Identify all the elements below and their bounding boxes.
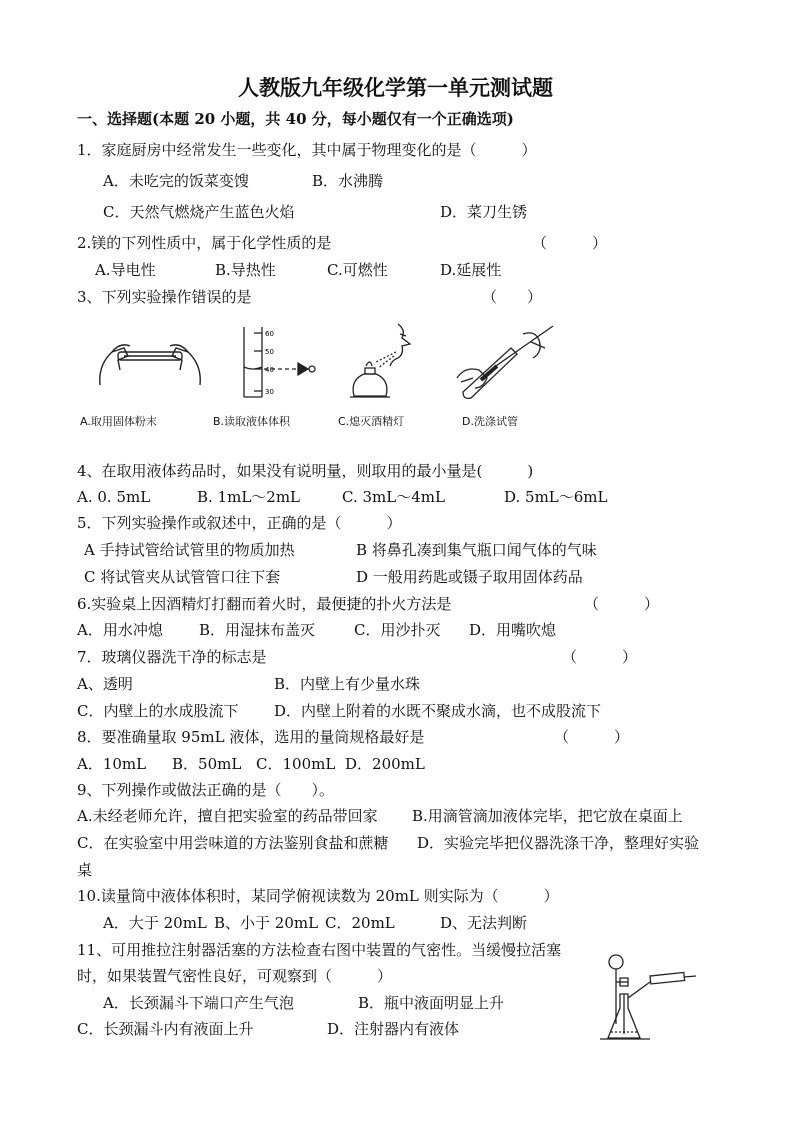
option-c: C．用沙扑灭: [354, 621, 441, 639]
option-d: D. 5mL～6mL: [504, 488, 608, 506]
section-heading: 一、选择题(本题 20 小题，共 40 分，每小题仅有一个正确选项): [77, 110, 514, 128]
figure-cylinder-icon: [232, 325, 322, 400]
option-a: A 手持试管给试管里的物质加热: [84, 541, 295, 559]
option-b: B.导热性: [215, 261, 276, 279]
figure-caption: B.读取液体体积: [213, 415, 291, 428]
option-c: C．20mL: [325, 914, 395, 932]
option-d-continued: 桌: [77, 861, 93, 879]
question-stem: 3、下列实验操作错误的是: [77, 288, 252, 306]
option-b: B、小于 20mL: [214, 914, 319, 932]
option-d: D．注射器内有液体: [327, 1020, 460, 1038]
figure-test-tube-brush-icon: [453, 322, 563, 402]
question-stem: 11、可用推拉注射器活塞的方法检查右图中装置的气密性。当缓慢拉活塞: [77, 941, 562, 959]
option-a: A．长颈漏斗下端口产生气泡: [103, 994, 294, 1012]
answer-blank: （ ）: [482, 288, 543, 306]
option-b: B 将鼻孔凑到集气瓶口闻气体的气味: [356, 541, 597, 559]
option-b: B. 1mL～2mL: [197, 488, 301, 506]
figure-caption: A.取用固体粉末: [80, 415, 157, 428]
option-c: C．100mL: [256, 755, 336, 773]
scale-tick: 50: [265, 348, 274, 356]
question-stem-continued: 时，如果装置气密性良好，可观察到（ ）: [77, 967, 393, 985]
answer-blank: （ ）: [562, 648, 638, 666]
scale-tick: 60: [265, 330, 274, 338]
scale-tick: 30: [265, 388, 274, 396]
option-d: D、无法判断: [440, 914, 528, 932]
question-stem: 4、在取用液体药品时，如果没有说明量，则取用的最小量是( ): [77, 462, 534, 480]
option-c: C.可燃性: [327, 261, 388, 279]
option-a: A．大于 20mL: [103, 914, 207, 932]
figure-caption: D.洗涤试管: [462, 415, 518, 428]
option-d: D．内壁上附着的水既不聚成水滴，也不成股流下: [274, 702, 602, 720]
option-d: D．用嘴吹熄: [469, 621, 557, 639]
question-stem: 10.读量筒中液体体积时，某同学俯视读数为 20mL 则实际为（ ）: [77, 887, 559, 905]
question-stem: 6.实验桌上因酒精灯打翻而着火时，最便捷的扑火方法是: [77, 595, 452, 613]
question-stem: 2.镁的下列性质中，属于化学性质的是: [77, 234, 332, 252]
figure-apparatus-icon: [590, 948, 700, 1044]
figure-caption: C.熄灭酒精灯: [338, 415, 405, 428]
option-d: D．200mL: [345, 755, 425, 773]
option-c: C．天然气燃烧产生蓝色火焰: [103, 203, 295, 221]
option-d: D．实验完毕把仪器洗涤干净，整理好实验: [417, 834, 700, 852]
option-a: A、透明: [77, 675, 133, 693]
option-b: B．瓶中液面明显上升: [358, 994, 505, 1012]
option-a: A．未吃完的饭菜变馊: [103, 172, 249, 190]
figure-alcohol-lamp-icon: [340, 322, 430, 402]
option-a: A．10mL: [77, 755, 147, 773]
question-stem: 9、下列操作或做法正确的是（ ）。: [77, 781, 335, 799]
question-stem: 5．下列实验操作或叙述中，正确的是（ ）: [77, 514, 402, 532]
option-b: B．用湿抹布盖灭: [199, 621, 316, 639]
question-stem: 1．家庭厨房中经常发生一些变化，其中属于物理变化的是（ ）: [77, 141, 537, 159]
question-stem: 8．要准确量取 95mL 液体，选用的量筒规格最好是: [77, 728, 425, 746]
option-c: C．长颈漏斗内有液面上升: [77, 1020, 254, 1038]
answer-blank: （ ）: [532, 234, 608, 252]
option-d: D．菜刀生锈: [440, 203, 528, 221]
scale-tick: 40: [265, 366, 274, 374]
option-b: B．50mL: [172, 755, 242, 773]
figure-powder-icon: [90, 330, 210, 400]
option-a: A.导电性: [95, 261, 156, 279]
option-c: C．在实验室中用尝味道的方法鉴别食盐和蔗糖: [77, 834, 389, 852]
option-d: D.延展性: [440, 261, 502, 279]
option-b: B．水沸腾: [312, 172, 384, 190]
page-title: 人教版九年级化学第一单元测试题: [238, 76, 553, 100]
option-a: A.未经老师允许，擅自把实验室的药品带回家: [77, 807, 378, 825]
option-a: A．用水冲熄: [77, 621, 163, 639]
option-b: B．内壁上有少量水珠: [274, 675, 421, 693]
option-c: C 将试管夹从试管管口往下套: [84, 568, 281, 586]
answer-blank: （ ）: [584, 595, 660, 613]
question-stem: 7．玻璃仪器洗干净的标志是: [77, 648, 267, 666]
answer-blank: （ ）: [554, 728, 630, 746]
option-c: C．内壁上的水成股流下: [77, 702, 239, 720]
option-a: A. 0. 5mL: [77, 488, 151, 506]
option-c: C. 3mL～4mL: [342, 488, 445, 506]
option-b: B.用滴管滴加液体完毕，把它放在桌面上: [412, 807, 683, 825]
option-d: D 一般用药匙或镊子取用固体药品: [356, 568, 583, 586]
